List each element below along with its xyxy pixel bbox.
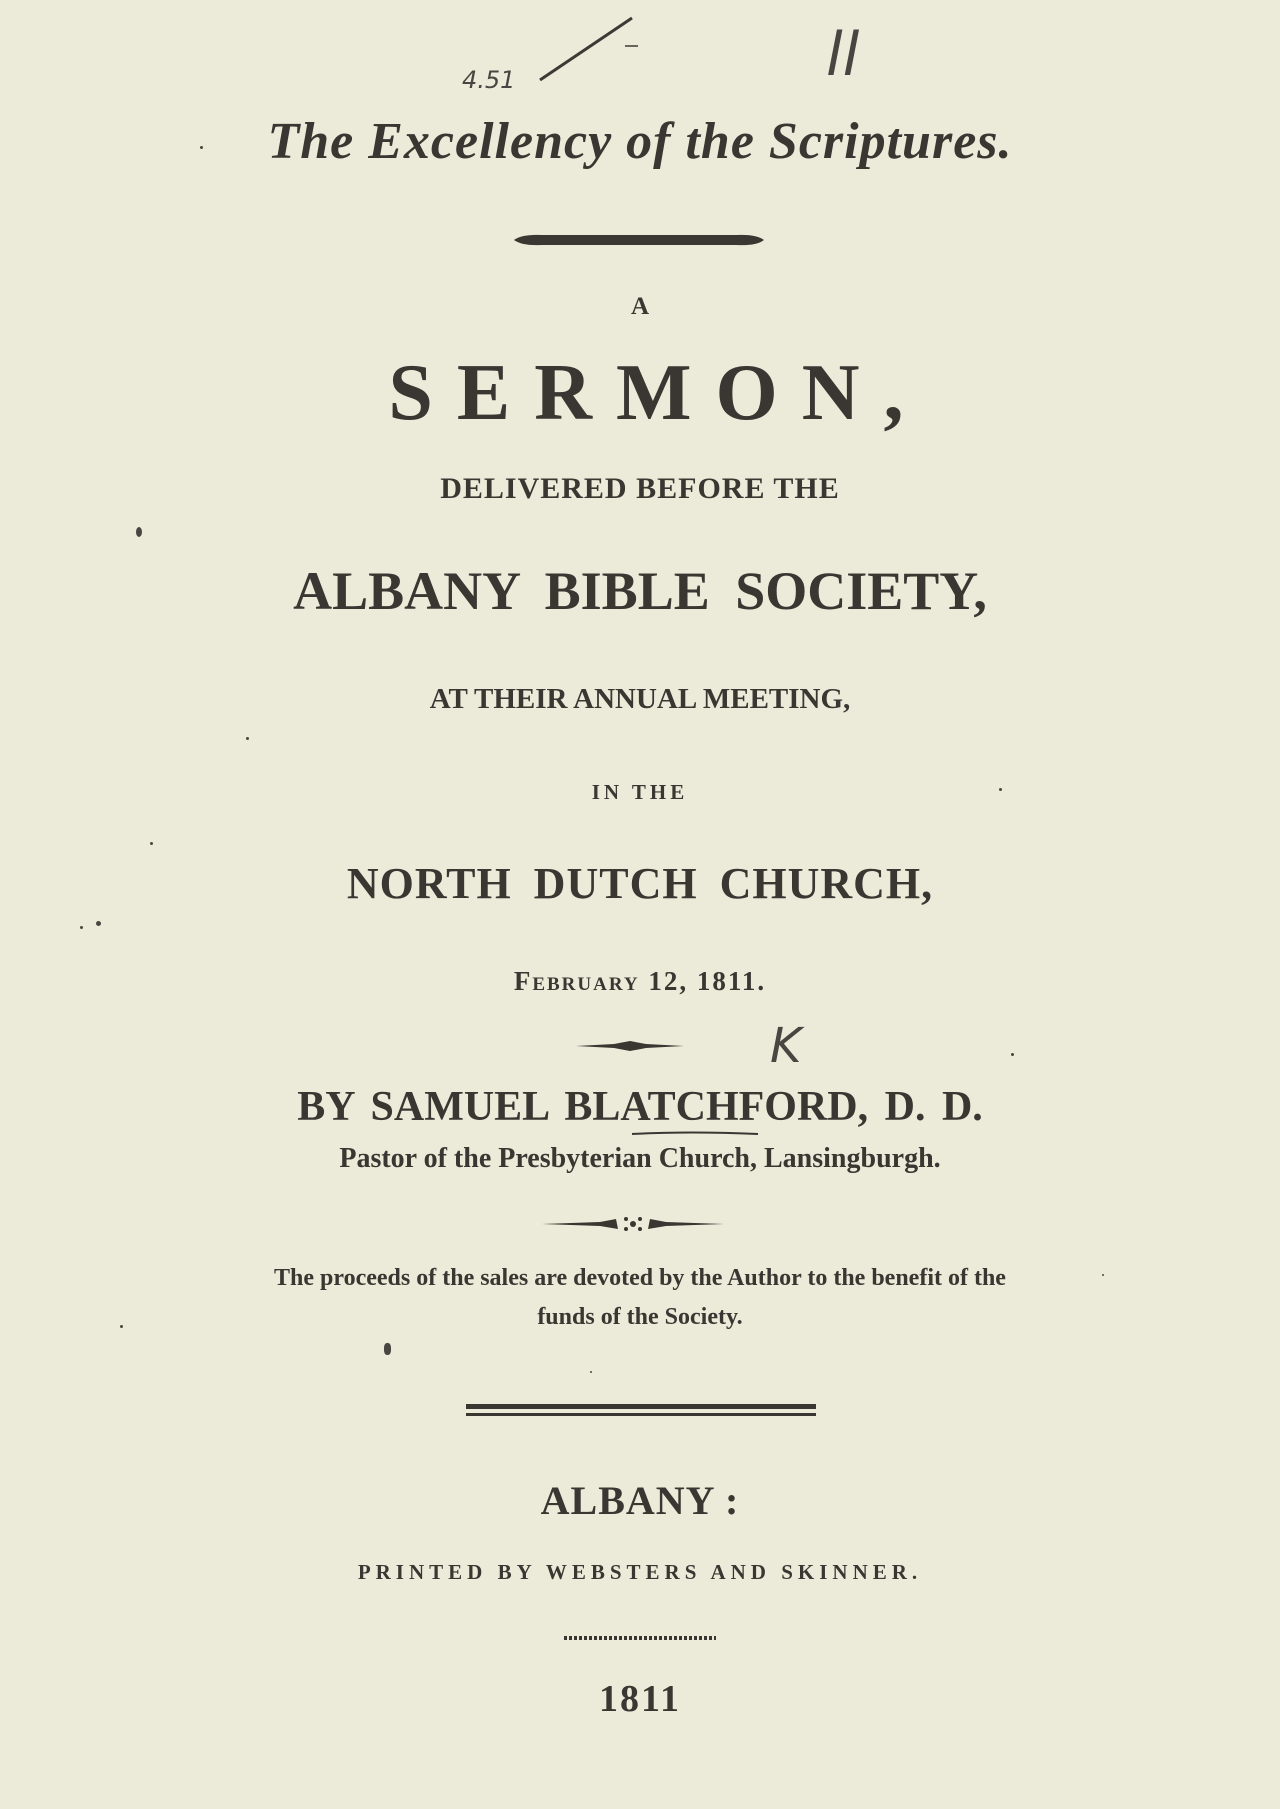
handwritten-initial-mark: K — [770, 1018, 802, 1074]
annual-meeting-line: AT THEIR ANNUAL MEETING, — [429, 683, 851, 715]
imprint-place: ALBANY : — [540, 1478, 740, 1523]
author-role: Pastor of the Presbyterian Church, Lansingburgh. — [339, 1143, 941, 1174]
printer-line: PRINTED BY WEBSTERS AND SKINNER. — [357, 1560, 923, 1584]
thick-rule — [512, 230, 766, 250]
handwritten-shelf-mark: 4.51 — [462, 66, 516, 94]
paper-speck — [999, 788, 1002, 791]
article-a: A — [630, 293, 650, 320]
paper-speck — [200, 146, 203, 149]
author-line: BY SAMUEL BLATCHFORD, D. D. — [297, 1084, 983, 1130]
double-rule — [464, 1401, 818, 1421]
handwritten-corner-mark: ll — [826, 20, 860, 90]
paper-speck — [120, 1325, 123, 1328]
dotted-rule — [562, 1633, 718, 1643]
paper-speck — [136, 527, 142, 537]
handwritten-stroke-icon — [520, 10, 640, 90]
proceeds-note-line-2: funds of the Society. — [537, 1304, 743, 1330]
paper-speck — [1011, 1053, 1014, 1056]
paper-speck — [384, 1343, 391, 1355]
sermon-date: February 12, 1811. — [513, 966, 767, 996]
paper-speck — [96, 921, 101, 926]
flourish-ornament — [540, 1212, 726, 1236]
society-name: ALBANY BIBLE SOCIETY, — [293, 561, 987, 621]
paper-speck — [590, 1371, 592, 1373]
delivered-line: DELIVERED BEFORE THE — [440, 472, 840, 505]
paper-speck — [150, 842, 153, 845]
imprint-year: 1811 — [599, 1678, 681, 1720]
paper-speck — [1102, 1274, 1104, 1276]
sermon-heading: SERMON, — [388, 349, 928, 437]
paper-speck — [80, 926, 83, 929]
small-ornament-rule — [574, 1036, 686, 1056]
running-title: The Excellency of the Scriptures. — [267, 113, 1013, 170]
in-the-line: IN THE — [591, 780, 689, 804]
paper-speck — [246, 737, 249, 740]
church-name: NORTH DUTCH CHURCH, — [346, 859, 934, 908]
pen-underline — [630, 1130, 760, 1138]
proceeds-note-line-1: The proceeds of the sales are devoted by the Author to the benefit of the — [274, 1265, 1006, 1291]
